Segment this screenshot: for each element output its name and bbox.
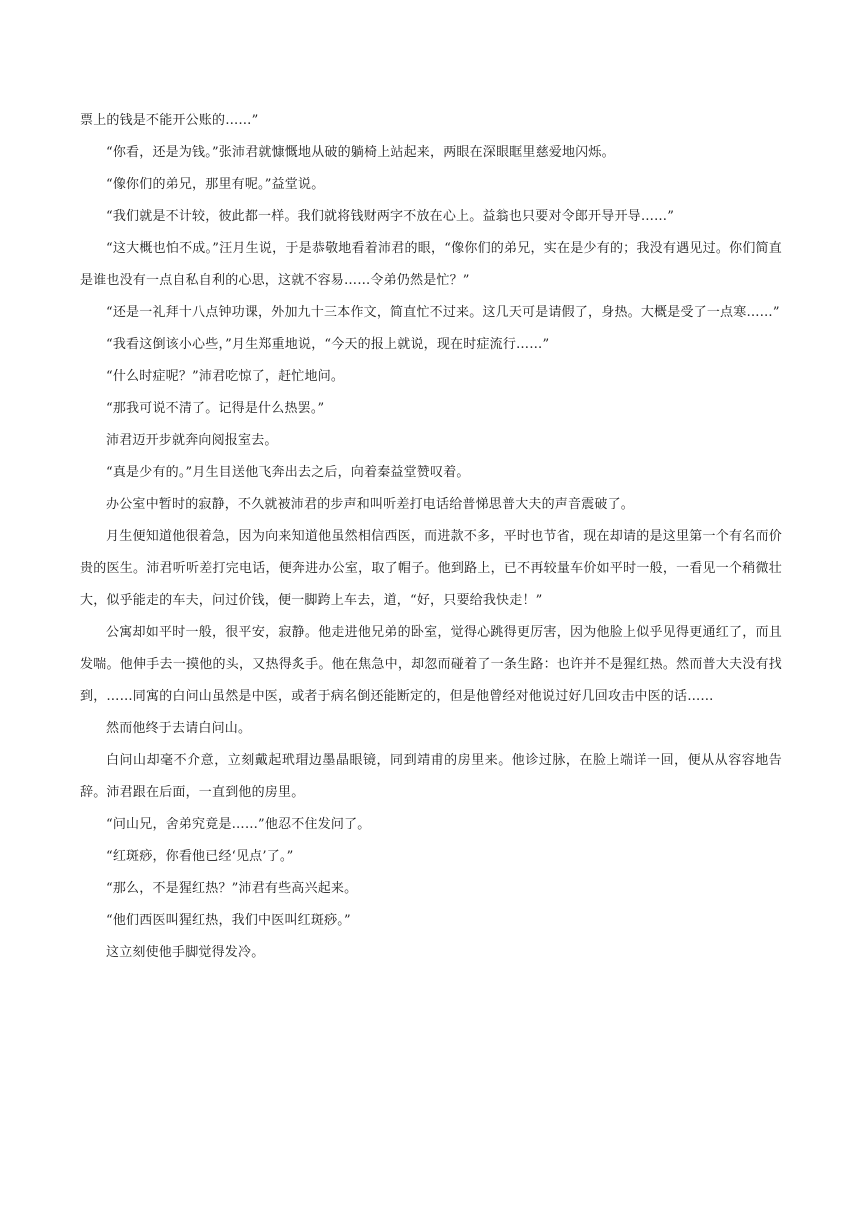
paragraph: “我们就是不计较，彼此都一样。我们就将钱财两字不放在心上。益翁也只要对令郎开导开导……” xyxy=(106,209,675,224)
paragraph: 这立刻使他手脚觉得发冷。 xyxy=(106,945,265,960)
paragraph: “像你们的弟兄，那里有呢。”益堂说。 xyxy=(106,177,325,192)
paragraph: 白问山却毫不介意，立刻戴起玳瑁边墨晶眼镜，同到靖甫的房里来。他诊过脉，在脸上端详一回，便从从容容地告辞。沛君跟在后面，一直到他的房里。 xyxy=(80,753,782,800)
paragraph: “那我可说不清了。记得是什么热罢。” xyxy=(106,401,325,416)
paragraph: “这大概也怕不成。”汪月生说，于是恭敬地看着沛君的眼，“像你们的弟兄，实在是少有的；我没有遇见过。你们简直是谁也没有一点自私自利的心思，这就不容易……令弟仍然是忙？” xyxy=(80,241,782,288)
paragraph: 然而他终于去请白问山。 xyxy=(106,721,252,736)
paragraph: 办公室中暂时的寂静，不久就被沛君的步声和叫听差打电话给普悌思普大夫的声音震破了。 xyxy=(106,497,635,512)
paragraph: “他们西医叫猩红热，我们中医叫红斑痧。” xyxy=(106,913,351,928)
paragraph: 沛君迈开步就奔向阅报室去。 xyxy=(106,433,278,448)
paragraph: 票上的钱是不能开公账的……” xyxy=(80,113,259,128)
paragraph: “什么时症呢？”沛君吃惊了，赶忙地问。 xyxy=(106,369,345,384)
paragraph: “红斑痧，你看他已经‘见点’了。” xyxy=(106,849,294,864)
paragraph: 公寓却如平时一般，很平安，寂静。他走进他兄弟的卧室，觉得心跳得更厉害，因为他脸上似乎见得更通红了，而且发喘。他伸手去一摸他的头，又热得炙手。他在焦急中，却忽而碰着了一条生路：也许并不是猩红热。然而普大夫没有找到，……同寓的白问山虽然是中医，或者于病名倒还能断定的，但是他曾经对他说过好几回攻击中医的话…… xyxy=(80,625,782,704)
paragraph: 月生便知道他很着急，因为向来知道他虽然相信西医，而进款不多，平时也节省，现在却请的是这里第一个有名而价贵的医生。沛君听听差打完电话，便奔进办公室，取了帽子。他到路上，已不再较量车价如平时一般，一看见一个稍微壮大，似乎能走的车夫，问过价钱，便一脚跨上车去，道，“好，只要给我快走！” xyxy=(80,529,782,608)
paragraph: “问山兄，舍弟究竟是……”他忍不住发问了。 xyxy=(106,817,371,832)
document-page xyxy=(80,105,782,969)
paragraph: “我看这倒该小心些，”月生郑重地说，“今天的报上就说，现在时症流行……” xyxy=(106,337,550,352)
paragraph: “那么，不是猩红热？”沛君有些高兴起来。 xyxy=(106,881,358,896)
paragraph: “你看，还是为钱。”张沛君就慷慨地从破的躺椅上站起来，两眼在深眼眶里慈爱地闪烁。 xyxy=(106,145,615,160)
paragraph: “还是一礼拜十八点钟功课，外加九十三本作文，简直忙不过来。这几天可是请假了，身热。大概是受了一点寒……” xyxy=(106,305,780,320)
paragraph: “真是少有的。”月生目送他飞奔出去之后，向着秦益堂赞叹着。 xyxy=(106,465,470,480)
